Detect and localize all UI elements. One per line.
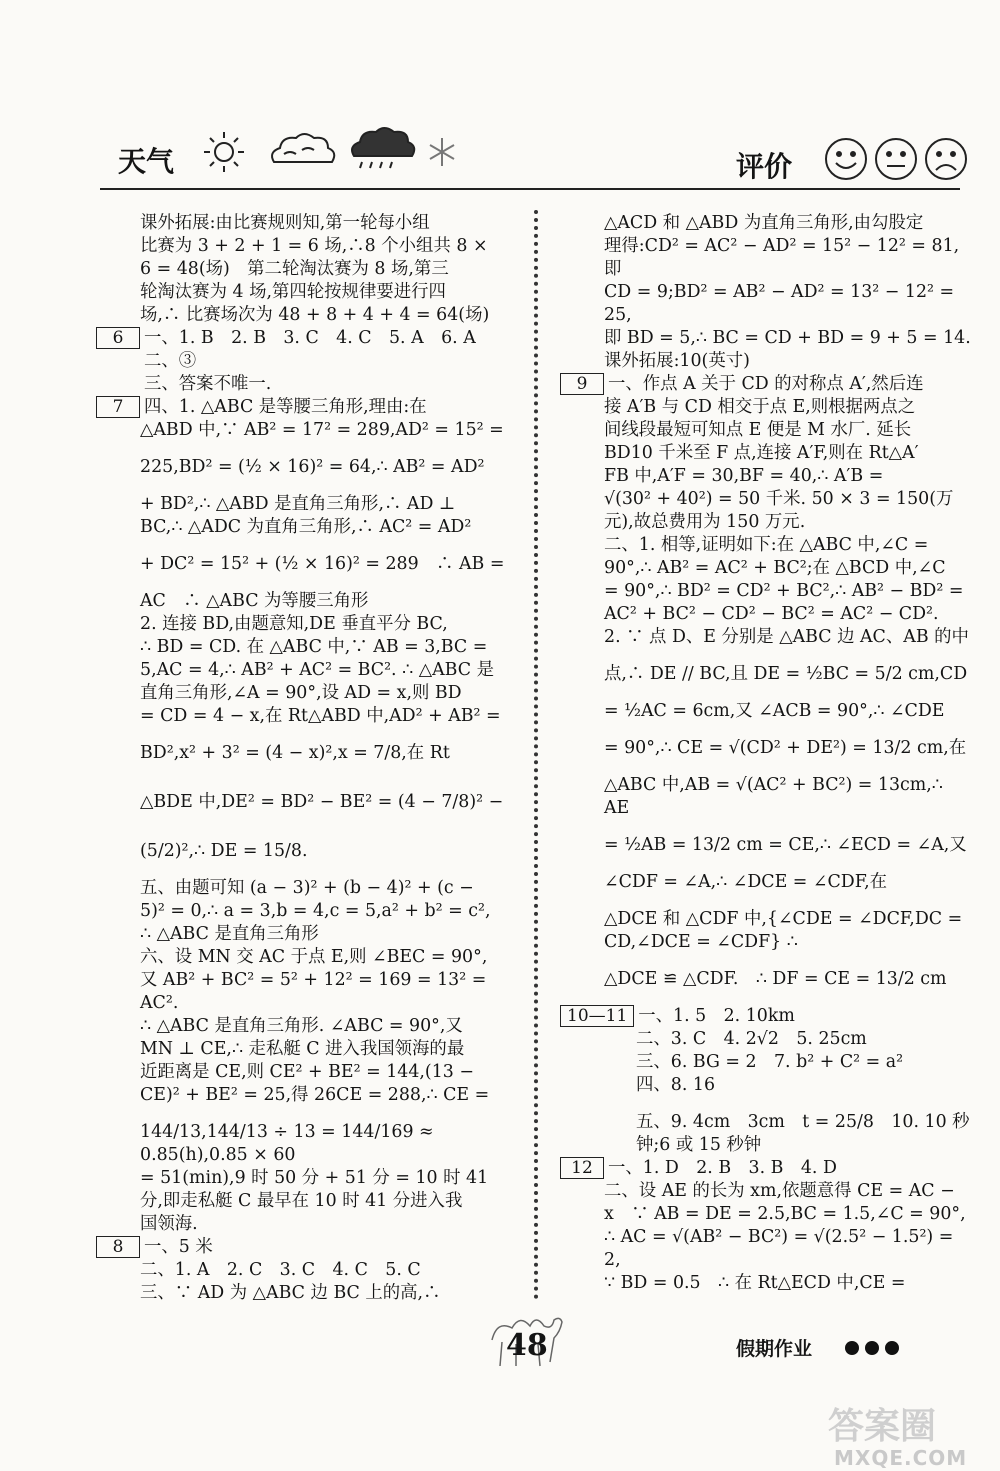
- text-line: ∴ BD = CD. 在 △ABC 中,∵ AB = 3,BC =: [140, 637, 488, 657]
- book-title-dots-icon: [842, 1338, 906, 1358]
- right-intro: [560, 212, 972, 373]
- section-tag: 12: [560, 1157, 604, 1179]
- neutral-face-icon: [876, 139, 916, 179]
- text-line: CE)² + BE² = 25,得 26CE = 288,∴ CE =: [140, 1085, 490, 1105]
- text-line: = ½AC = 6cm,又 ∠ACB = 90°,∴ ∠CDE: [604, 701, 945, 721]
- section-tag: 9: [560, 373, 604, 395]
- watermark-logo: [822, 1400, 1000, 1446]
- text-line: △DCE 和 △CDF 中,{∠CDE = ∠DCF,DC = CD,∠DCE = ∠CDF} ∴: [604, 909, 968, 952]
- happy-face-icon: [826, 139, 866, 179]
- text-line: AC² + BC² − CD² − BC² = AC² − CD².: [604, 604, 939, 624]
- text-line: 五、9. 4cm 3cm t = 25/8 10. 10 秒: [636, 1112, 970, 1132]
- text-line: 一、1. 5 2. 10km: [638, 1006, 795, 1026]
- text-line: 二、③: [144, 351, 197, 371]
- text-line: + DC² = 15² + (½ × 16)² = 289 ∴ AB =: [140, 554, 505, 574]
- text-line: = ½AB = 13/2 cm = CE,∴ ∠ECD = ∠A,又: [604, 835, 967, 855]
- text-line: 二、3. C 4. 2√2 5. 25cm: [636, 1029, 867, 1049]
- section-tag: 10—11: [560, 1005, 634, 1027]
- text-line: 近距离是 CE,则 CE² + BE² = 144,(13 −: [140, 1062, 474, 1082]
- header-rule: [100, 188, 960, 190]
- text-line: 国领海.: [140, 1214, 198, 1234]
- book-title: 假期作业: [736, 1338, 813, 1360]
- text-line: 轮淘汰赛为 4 场,第四轮按规律要进行四: [140, 282, 446, 302]
- left-intro: [96, 212, 508, 327]
- text-line: 理得:CD² = AC² − AD² = 15² − 12² = 81,即: [604, 236, 960, 279]
- text-line: △DCE ≌ △CDF. ∴ DF = CE = 13/2 cm: [604, 969, 947, 989]
- text-line: = 51(min),9 时 50 分 + 51 分 = 10 时 41: [140, 1168, 489, 1188]
- text-line: △ACD 和 △ABD 为直角三角形,由勾股定: [604, 213, 924, 233]
- text-line: 课外拓展:由比赛规则知,第一轮每小组: [140, 213, 430, 233]
- text-line: 三、∵ AD 为 △ABC 边 BC 上的高,∴: [140, 1283, 441, 1303]
- text-line: 144/13,144/13 ÷ 13 = 144/169 ≈ 0.85(h),0.85 × 60: [140, 1122, 440, 1165]
- text-line: ∴ △ABC 是直角三角形. ∠ABC = 90°,又: [140, 1016, 463, 1036]
- sad-face-icon: [926, 139, 966, 179]
- section-8: [96, 1236, 508, 1259]
- text-line: BD10 千米至 F 点,连接 A′F,则在 Rt△A′: [604, 443, 919, 463]
- text-line: (5/2)²,∴ DE = 15/8.: [140, 841, 308, 861]
- text-line: 五、由题可知 (a − 3)² + (b − 4)² + (c −: [140, 878, 474, 898]
- section-6: [96, 327, 508, 396]
- text-line: ∴ AC = √(AB² − BC²) = √(2.5² − 1.5²) = 2,: [604, 1227, 959, 1270]
- text-line: 课外拓展:10(英寸): [604, 351, 750, 371]
- text-line: 90°,∴ AB² = AC² + BC²;在 △BCD 中,∠C: [604, 558, 946, 578]
- text-line: △ABD 中,∵ AB² = 17² = 289,AD² = 15² =: [140, 420, 504, 440]
- text-line: 钟;6 或 15 秒钟: [636, 1135, 762, 1155]
- text-line: MN ⊥ CE,∴ 走私艇 C 进入我国领海的最: [140, 1039, 465, 1059]
- column-divider: [534, 210, 538, 1300]
- text-line: BC,∴ △ADC 为直角三角形,∴ AC² = AD²: [140, 517, 472, 537]
- text-line: 二、设 AE 的长为 xm,依题意得 CE = AC −: [604, 1181, 955, 1201]
- page-header: [0, 0, 1000, 200]
- text-line: 即 BD = 5,∴ BC = CD + BD = 9 + 5 = 14.: [604, 328, 971, 348]
- sun-icon: [204, 132, 244, 172]
- left-column: [96, 212, 508, 1305]
- text-line: 2. 连接 BD,由题意知,DE 垂直平分 BC,: [140, 614, 448, 634]
- text-line: √(30² + 40²) = 50 千米. 50 × 3 = 150(万: [604, 489, 954, 509]
- section-10-11-body: [560, 1028, 972, 1157]
- text-line: 2. ∵ 点 D、E 分别是 △ABC 边 AC、AB 的中: [604, 627, 969, 647]
- text-line: AC ∴ △ABC 为等腰三角形: [140, 591, 369, 611]
- text-line: 225,BD² = (½ × 16)² = 64,∴ AB² = AD²: [140, 457, 485, 477]
- text-line: 接 A′B 与 CD 相交于点 E,则根据两点之: [604, 397, 916, 417]
- text-line: ∴ △ABC 是直角三角形: [140, 924, 319, 944]
- page-number: 48: [506, 1328, 548, 1363]
- text-line: 六、设 MN 交 AC 于点 E,则 ∠BEC = 90°,: [140, 947, 488, 967]
- watermark: [822, 1400, 1000, 1468]
- text-line: 比赛为 3 + 2 + 1 = 6 场,∴8 个小组共 8 ×: [140, 236, 488, 256]
- text-line: BD²,x² + 3² = (4 − x)²,x = 7/8,在 Rt: [140, 743, 450, 763]
- rating-faces: [824, 134, 974, 184]
- text-line: 5,AC = 4,∴ AB² + AC² = BC². ∴ △ABC 是: [140, 660, 494, 680]
- text-line: x ∵ AB = DE = 2.5,BC = 1.5,∠C = 90°,: [604, 1204, 966, 1224]
- section-10-11: [560, 1005, 972, 1028]
- section-7: [96, 396, 508, 419]
- section-9: [560, 373, 972, 396]
- snowflake-icon: [430, 138, 454, 166]
- cloud-icon: [272, 134, 334, 162]
- text-line: 场,∴ 比赛场次为 48 + 8 + 4 + 4 = 64(场): [140, 305, 490, 325]
- section-tag: 8: [96, 1236, 140, 1258]
- text-line: 四、8. 16: [636, 1075, 716, 1095]
- text-line: = 90°,∴ CE = √(CD² + DE²) = 13/2 cm,在: [604, 738, 967, 758]
- text-line: 分,即走私艇 C 最早在 10 时 41 分进入我: [140, 1191, 463, 1211]
- text-line: ∵ BD = 0.5 ∴ 在 Rt△ECD 中,CE =: [604, 1273, 906, 1293]
- text-line: 元),故总费用为 150 万元.: [604, 512, 806, 532]
- text-line: 一、作点 A 关于 CD 的对称点 A′,然后连: [608, 374, 924, 394]
- text-line: 5)² = 0,∴ a = 3,b = 4,c = 5,a² + b² = c²,: [140, 901, 491, 921]
- section-tag: 7: [96, 396, 140, 418]
- text-line: 点,∴ DE // BC,且 DE = ½BC = 5/2 cm,CD: [604, 664, 968, 684]
- text-line: 三、答案不唯一.: [144, 374, 272, 394]
- section-12: [560, 1157, 972, 1180]
- text-line: CD = 9;BD² = AB² − AD² = 13² − 12² = 25,: [604, 282, 960, 325]
- text-line: 6 = 48(场) 第二轮淘汰赛为 8 场,第三: [140, 259, 449, 279]
- text-line: = CD = 4 − x,在 Rt△ABD 中,AD² + AB² =: [140, 706, 501, 726]
- section-9-body: [560, 396, 972, 991]
- text-line: 二、1. 相等,证明如下:在 △ABC 中,∠C =: [604, 535, 929, 555]
- text-line: 又 AB² + BC² = 5² + 12² = 169 = 13² = AC².: [140, 970, 492, 1013]
- section-tag: 6: [96, 327, 140, 349]
- text-line: 一、1. D 2. B 3. B 4. D: [608, 1158, 837, 1178]
- weather-label: 天气: [118, 145, 175, 178]
- text-line: FB 中,A′F = 30,BF = 40,∴ A′B =: [604, 466, 884, 486]
- text-line: 一、5 米: [144, 1237, 213, 1257]
- text-line: △ABC 中,AB = √(AC² + BC²) = 13cm,∴ AE: [604, 775, 949, 818]
- right-column: [560, 212, 972, 1295]
- text-line: 间线段最短可知点 E 便是 M 水厂. 延长: [604, 420, 912, 440]
- rain-cloud-icon: [352, 128, 414, 168]
- text-line: = 90°,∴ BD² = CD² + BC²,∴ AB² − BD² =: [604, 581, 964, 601]
- text-line: 三、6. BG = 2 7. b² + C² = a²: [636, 1052, 904, 1072]
- weather-icons: [200, 126, 470, 176]
- section-7-body: [96, 419, 508, 1236]
- text-line: ∠CDF = ∠A,∴ ∠DCE = ∠CDF,在: [604, 872, 888, 892]
- watermark-logo-text: 答案圈: [828, 1406, 937, 1446]
- rating-label: 评价: [736, 150, 793, 183]
- text-line: △BDE 中,DE² = BD² − BE² = (4 − 7/8)² −: [140, 792, 504, 812]
- text-line: 直角三角形,∠A = 90°,设 AD = x,则 BD: [140, 683, 462, 703]
- text-line: 一、1. B 2. B 3. C 4. C 5. A 6. A: [144, 328, 476, 348]
- watermark-site: MXQE.COM: [834, 1446, 968, 1470]
- text-line: 二、1. A 2. C 3. C 4. C 5. C: [140, 1260, 421, 1280]
- text-line: 四、1. △ABC 是等腰三角形,理由:在: [144, 397, 427, 417]
- text-line: + BD²,∴ △ABD 是直角三角形,∴ AD ⊥: [140, 494, 456, 514]
